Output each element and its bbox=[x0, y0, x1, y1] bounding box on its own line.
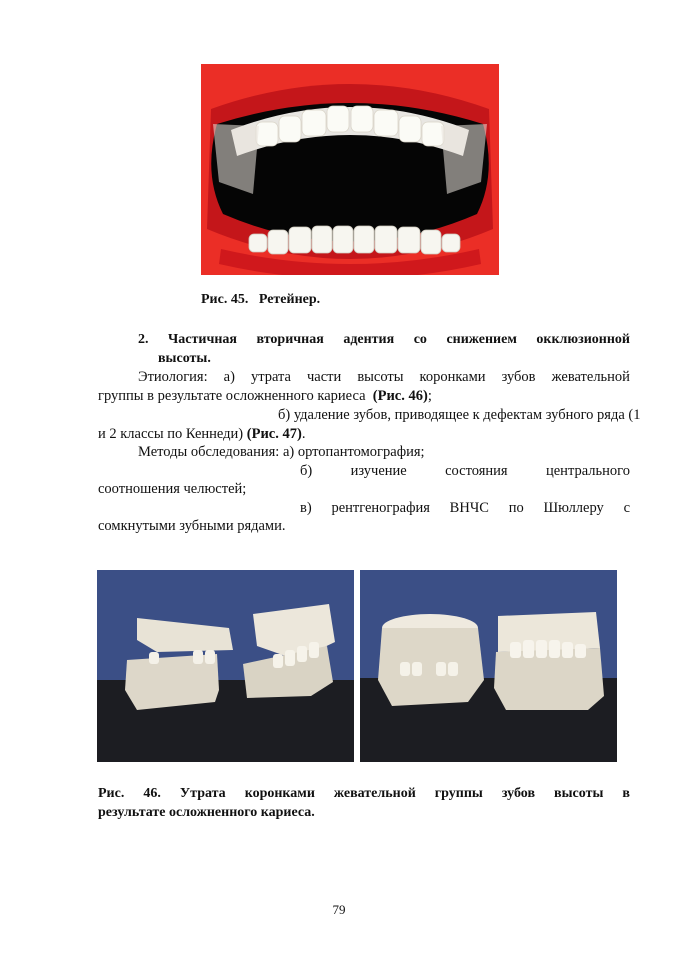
figure-47-reference: (Рис. 47) bbox=[246, 426, 302, 442]
figure-45-caption: Рис. 45. Ретейнер. bbox=[201, 292, 321, 307]
methods-line-4: в) рентгенография ВНЧС по Шюллеру с bbox=[300, 500, 630, 516]
methods-line-3: соотношения челюстей; bbox=[98, 481, 247, 497]
heading-number: 2. bbox=[138, 332, 149, 347]
heading-continuation: высоты. bbox=[158, 351, 211, 366]
figure-46-caption: Рис. 46. Утрата коронками жевательной группы зубов высоты в результате осложненного кариеса. bbox=[98, 786, 630, 820]
etiology-line-2: группы в результате осложненного кариеса (Рис. 46); bbox=[98, 388, 432, 404]
page-number: 79 bbox=[332, 902, 346, 917]
methods-line-5: сомкнутыми зубными рядами. bbox=[98, 518, 286, 534]
dental-casts-front-view bbox=[360, 570, 617, 762]
retainer-photo bbox=[201, 64, 499, 275]
dental-casts-side-view bbox=[97, 570, 354, 762]
etiology-line-1: Этиология: а) утрата части высоты коронками зубов жевательной bbox=[138, 369, 630, 385]
methods-line-2: б) изучение состояния центрального bbox=[300, 463, 630, 479]
etiology-line-3: б) удаление зубов, приводящее к дефектам зубного ряда (1 bbox=[278, 407, 641, 423]
section-heading: 2. Частичная вторичная адентия со снижением окклюзионной высоты. bbox=[138, 332, 630, 366]
figure-46-reference: (Рис. 46) bbox=[372, 388, 428, 404]
etiology-line-4: и 2 классы по Кеннеди) (Рис. 47). bbox=[98, 426, 306, 442]
methods-line-1: Методы обследования: а) ортопантомография; bbox=[138, 444, 425, 460]
